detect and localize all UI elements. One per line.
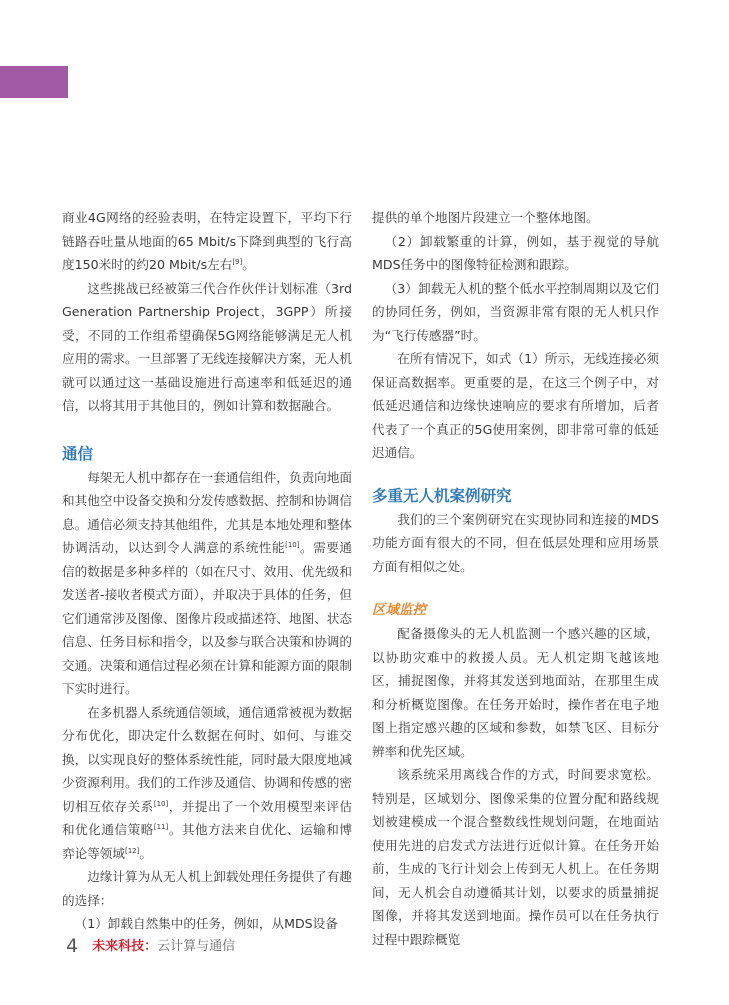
citation: [10] <box>153 799 169 808</box>
paragraph <box>62 206 352 277</box>
citation: [12] <box>124 846 140 855</box>
text: 在多机器人系统通信领域，通信通常被视为数据分布优化，即决定什么数据在何时、如何、与谁交换，以实现良好的整体系统性能，同时最大限度地减少资源利用。我们的工作涉及通信、协调和传感的密切相互依存关系 <box>62 704 352 814</box>
section-heading: 通信 <box>62 444 94 463</box>
page-number: 4 <box>66 935 79 957</box>
paragraph: 配备摄像头的无人机监测一个感兴趣的区域，以协助灾难中的救援人员。无人机定期飞越该地区，捕捉图像，并将其发送到地面站，在那里生成和分析概览图像。在任务开始时，操作者在电子地图上指定感兴趣的区域和参数，如禁飞区、目标分辨率和优先区域。 <box>372 626 659 759</box>
section-color-tab <box>0 66 68 98</box>
page-footer <box>66 934 235 959</box>
text: 每架无人机中都存在一套通信组件，负责向地面和其他空中设备交换和分发传感数据、控制和协调信息。通信必须支持其他组件，尤其是本地处理和整体协调活动，以达到令人满意的系统性能 <box>62 469 352 555</box>
text: 。 <box>242 257 255 272</box>
section-name: 云计算与通信 <box>157 939 236 954</box>
paragraph: 边缘计算为从无人机上卸载处理任务提供了有趣的选择： <box>62 869 352 908</box>
section-heading: 多重无人机案例研究 <box>372 486 512 505</box>
right-column <box>372 206 659 951</box>
text: 商业4G网络的经验表明，在特定设置下，平均下行链路吞吐量从地面的65 Mbit/s下降到典型的飞行高度150米时的约20 Mbit/s左右 <box>62 210 352 272</box>
paragraph: 在所有情况下，如式（1）所示，无线连接必须保证高数据率。更重要的是，在这三个例子中，对低延迟通信和边缘快速响应的要求有所增加，后者代表了一个真正的5G使用案例，即非常可靠的低延迟通信。 <box>372 351 659 460</box>
list-item: （2）卸载繁重的计算，例如，基于视觉的导航MDS任务中的图像特征检测和跟踪。 <box>372 233 659 272</box>
text: 。 <box>139 845 152 861</box>
citation: [11] <box>153 823 169 831</box>
list-item: （1）卸载自然集中的任务，例如，从MDS设备 <box>74 916 338 931</box>
publication-name: 未来科技： <box>92 939 158 954</box>
paragraph <box>62 466 352 701</box>
left-column <box>62 206 352 936</box>
text: 。其他方法来自优化、运输和博弈论等领域 <box>62 822 352 861</box>
paragraph: 我们的三个案例研究在实现协同和连接的MDS功能方面有很大的不同，但在低层处理和应用场景方面有相似之处。 <box>372 511 659 574</box>
list-item: （3）卸载无人机的整个低水平控制周期以及它们的协同任务，例如，当资源非常有限的无人机只作为“飞行传感器”时。 <box>372 280 659 343</box>
subsection-heading: 区域监控 <box>372 602 426 618</box>
citation: [9] <box>232 258 243 266</box>
paragraph <box>62 701 352 866</box>
text: ，并提出了一个效用模型来评估和优化通信策略 <box>62 798 352 837</box>
citation: [10] <box>285 541 300 549</box>
paragraph: 这些挑战已经被第三代合作伙伴计划标准（3rd Generation Partnership Project，3GPP）所接受，不同的工作组希望确保5G网络能够满足无人机应用的需求。一旦部署了无线连接解决方案，无人机就可以通过这一基础设施进行高速率和低延迟的通信，以将其用于其他目的，例如计算和数据融合。 <box>62 280 352 413</box>
paragraph: 该系统采用离线合作的方式，时间要求宽松。特别是，区域划分、图像采集的位置分配和路线规划被建模成一个混合整数线性规划问题，在地面站使用先进的启发式方法进行近似计算。在任务开始前，生成的飞行计划会上传到无人机上。在任务期间，无人机会自动遵循其计划，以要求的质量捕捉图像，并将其发送到地面。操作员可以在任务执行过程中跟踪概览 <box>372 767 659 947</box>
text: 。需要通信的数据是多种多样的（如在尺寸、效用、优先级和发送者-接收者模式方面），并取决于具体的任务，但它们通常涉及图像、图像片段或描述符、地图、状态信息、任务目标和指令，以及参与联合决策和协调的交通。决策和通信过程必须在计算和能源方面的限制下实时进行。 <box>62 540 352 696</box>
paragraph: 提供的单个地图片段建立一个整体地图。 <box>372 210 599 225</box>
